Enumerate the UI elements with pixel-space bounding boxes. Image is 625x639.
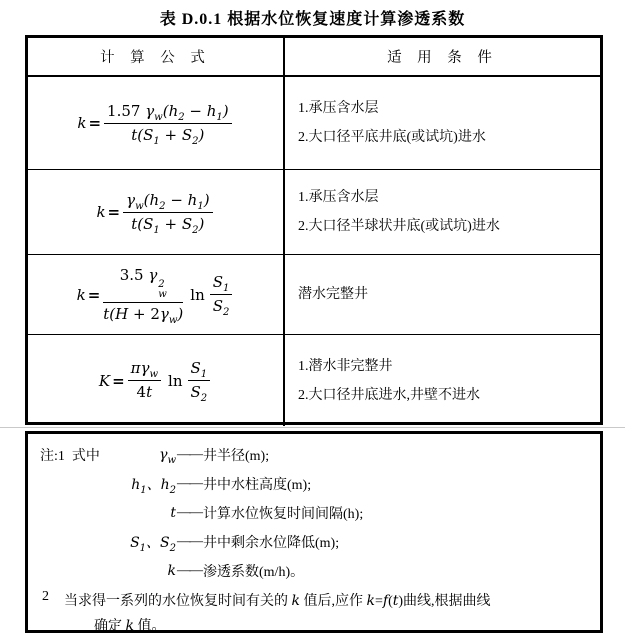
note2-text-line2: 确定 k 值。 <box>94 618 166 634</box>
formula <box>77 266 235 324</box>
denominator: $S_2$ <box>212 297 230 318</box>
formula-lhs: k <box>96 203 106 221</box>
table-row-2 <box>28 169 600 254</box>
numerator: $\gamma_w(h_2 - h_1)$ <box>123 191 212 213</box>
formula-lhs: k <box>76 285 86 304</box>
condition-cell <box>285 170 600 254</box>
main-table <box>25 35 603 425</box>
denominator: $t(S_1 + S_2)$ <box>131 125 205 147</box>
condition-line: 1.承压含水层 <box>298 190 379 205</box>
note-dash: —— <box>177 446 201 462</box>
note-variable: t <box>170 504 176 521</box>
note-variable: k <box>167 562 176 579</box>
note-definition: 井半径(m); <box>203 448 270 464</box>
ratio-fraction <box>210 273 233 316</box>
numerator: 1.57 $\gamma_w(h_2 - h_1)$ <box>104 102 232 124</box>
ratio-fraction <box>188 359 211 402</box>
denominator: $S_2$ <box>190 383 208 404</box>
numerator: $S_1$ <box>188 359 211 381</box>
scan-artifact-line <box>0 427 625 428</box>
table-row-1 <box>28 77 600 169</box>
fraction <box>104 102 232 145</box>
numerator: $\pi\gamma_w$ <box>128 359 161 381</box>
table-row-4 <box>28 334 600 426</box>
equals-sign: = <box>107 203 121 221</box>
note-line <box>34 527 594 556</box>
note-dash: —— <box>177 533 201 549</box>
fraction <box>128 359 161 402</box>
note-dash: —— <box>177 562 201 578</box>
condition-line: 2.大口径井底进水,井壁不进水 <box>298 387 480 403</box>
note2-label: 2 <box>42 589 49 604</box>
condition-cell <box>285 255 600 334</box>
note-definition: 井中水柱高度(m); <box>203 477 312 493</box>
column-header-formula: 计 算 公 式 <box>28 38 285 75</box>
note-definition: 井中剩余水位降低(m); <box>203 535 340 551</box>
fraction <box>123 191 212 234</box>
formula <box>99 359 212 402</box>
note2-text-line1: 当求得一系列的水位恢复时间有关的 k 值后,应作 k=f(t)曲线,根据曲线 <box>64 593 491 609</box>
formula-cell <box>28 77 285 169</box>
fraction <box>103 266 183 324</box>
equals-sign: = <box>87 285 101 304</box>
note-variable: $S_1$、$S_2$ <box>130 534 176 554</box>
note-line <box>34 556 594 585</box>
note-dash: —— <box>177 504 201 520</box>
note-variable: $h_1$、$h_2$ <box>131 476 176 496</box>
formula-cell <box>28 170 285 254</box>
header-row <box>28 38 600 77</box>
formula <box>96 191 214 234</box>
table-row-3 <box>28 254 600 334</box>
note-dash: —— <box>177 475 201 491</box>
note-line <box>34 469 594 498</box>
condition-line: 2.大口径半球状井底(或试坑)进水 <box>298 219 500 234</box>
formula-lhs: k <box>77 114 87 132</box>
equals-sign: = <box>112 371 125 390</box>
table-title: 表 D.0.1 根据水位恢复速度计算渗透系数 <box>159 11 466 28</box>
note-variable: $\gamma_w$ <box>159 446 176 466</box>
note-definition: 渗透系数(m/h)。 <box>203 564 305 580</box>
formula-cell <box>28 335 285 426</box>
denominator: $t(H + 2\gamma_w)$ <box>103 304 184 326</box>
ln-label: ln <box>168 371 183 390</box>
ln-label: ln <box>190 285 205 304</box>
numerator: $S_1$ <box>210 273 233 295</box>
formula-lhs: K <box>98 371 111 390</box>
condition-line: 潜水完整井 <box>298 287 368 302</box>
condition-cell <box>285 77 600 169</box>
denominator: $t(S_1 + S_2)$ <box>131 214 205 236</box>
note-2 <box>34 589 594 639</box>
notes-box <box>25 431 603 633</box>
note-line <box>34 498 594 527</box>
note-definition: 计算水位恢复时间间隔(h); <box>203 506 364 522</box>
numerator: 3.5 γ 2 w <box>103 266 183 303</box>
note-label: 注:1 式中 <box>40 448 100 464</box>
condition-line: 2.大口径平底井底(或试坑)进水 <box>298 130 486 145</box>
formula-cell <box>28 255 285 334</box>
denominator: 4t <box>136 383 153 401</box>
equals-sign: = <box>88 114 102 132</box>
note-line <box>34 440 594 469</box>
formula <box>77 102 233 145</box>
condition-line: 1.潜水非完整井 <box>298 358 393 374</box>
condition-line: 1.承压含水层 <box>298 101 379 116</box>
column-header-condition: 适 用 条 件 <box>387 50 498 66</box>
condition-cell <box>285 335 600 426</box>
